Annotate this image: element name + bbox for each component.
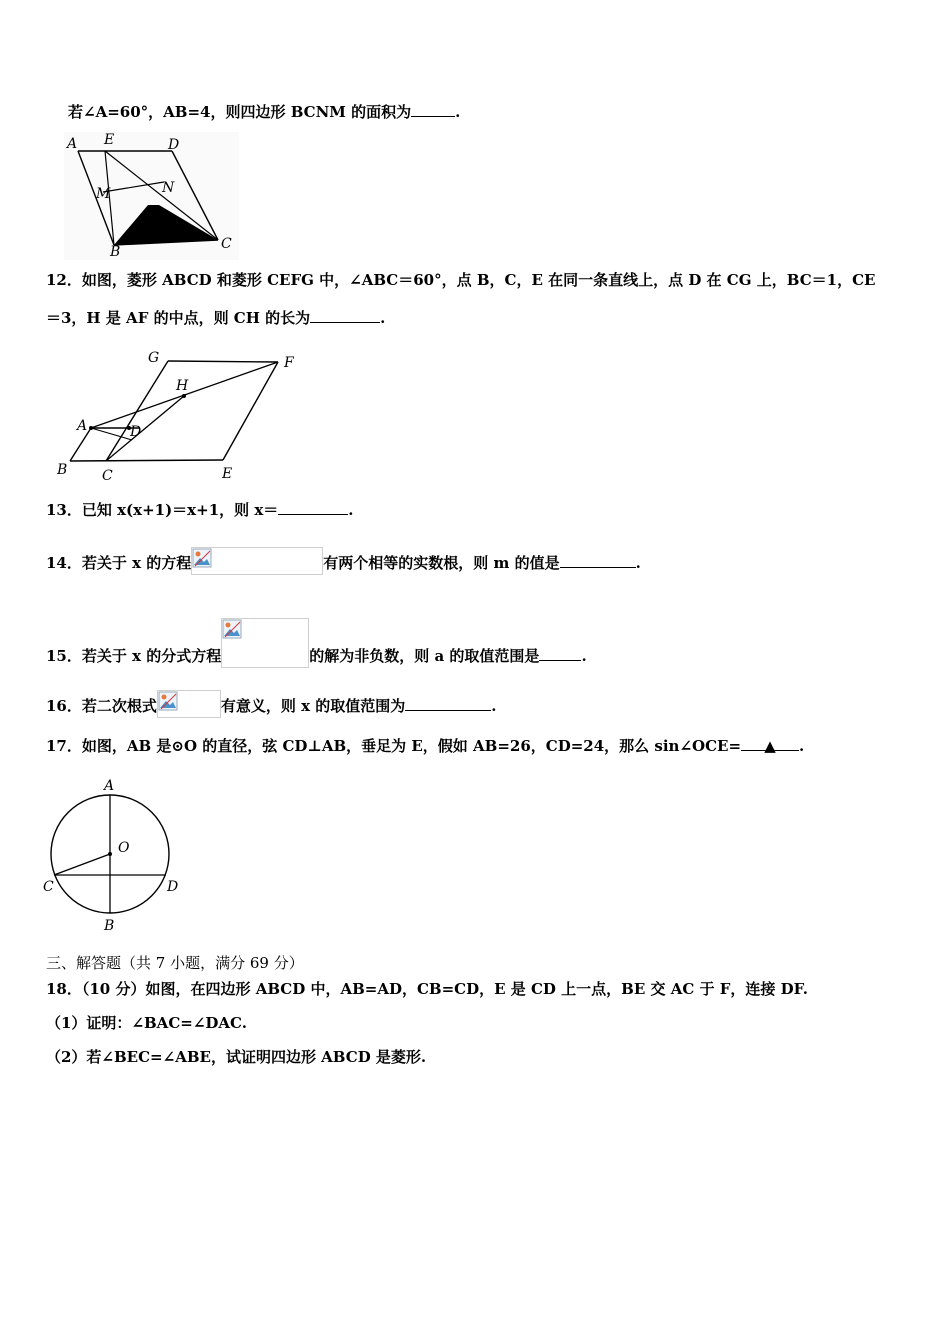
q12-label-D: D — [130, 424, 142, 440]
q14-answer-blank[interactable] — [560, 553, 636, 568]
q11-label-E: E — [104, 132, 115, 148]
q17-label-C: C — [43, 879, 54, 895]
q14-equation-image — [191, 547, 323, 575]
q17-figure — [40, 774, 190, 938]
q17-answer-triangle: ▲ — [764, 737, 776, 755]
broken-image-icon — [222, 619, 242, 639]
q11-stem: 若∠A=60°，AB=4，则四边形 BCNM 的面积为 — [68, 103, 412, 121]
q18-part-1: （1）证明：∠BAC=∠DAC. — [46, 1014, 247, 1032]
q11-text: 若∠A=60°，AB=4，则四边形 BCNM 的面积为 . — [68, 103, 461, 121]
q17-label-D: D — [167, 879, 179, 895]
q11-label-B: B — [110, 244, 121, 260]
q16-text: 16．若二次根式 有意义，则 x 的取值范围为 . — [46, 690, 497, 716]
q12-label-H: H — [176, 378, 189, 394]
q12-line-1: 12．如图，菱形 ABCD 和菱形 CEFG 中，∠ABC＝60°，点 B，C，E 在同一条直线上，点 D 在 CG 上，BC＝1，CE — [46, 271, 876, 289]
broken-image-icon — [158, 691, 178, 711]
q12-label-C: C — [102, 468, 113, 484]
q17-label-B: B — [104, 918, 115, 934]
q11-figure — [64, 132, 239, 264]
q12-label-A: A — [77, 418, 88, 434]
q17-label-O: O — [118, 840, 130, 856]
q12-answer-blank[interactable] — [310, 308, 380, 323]
q12-line-2: ＝3，H 是 AF 的中点，则 CH 的长为 . — [46, 309, 386, 327]
q12-label-E: E — [222, 466, 233, 482]
q12-figure — [50, 344, 310, 493]
q11-label-A: A — [67, 136, 78, 152]
section-3-heading: 三、解答题（共 7 小题，满分 69 分） — [46, 954, 304, 972]
q11-label-C: C — [221, 236, 232, 252]
q17-answer-blank[interactable] — [741, 736, 799, 755]
q18-stem: 18．（10 分）如图，在四边形 ABCD 中，AB=AD，CB=CD，E 是 CD 上一点，BE 交 AC 于 F，连接 DF. — [46, 980, 808, 998]
q13-text: 13．已知 x(x+1)＝x+1，则 x＝ . — [46, 501, 354, 519]
q18-part-2: （2）若∠BEC=∠ABE，试证明四边形 ABCD 是菱形. — [46, 1048, 427, 1066]
q12-label-G: G — [148, 350, 160, 366]
q15-text: 15．若关于 x 的分式方程 的解为非负数，则 a 的取值范围是 . — [46, 618, 587, 666]
q17-label-A: A — [104, 778, 115, 794]
q12-label-B: B — [57, 462, 68, 478]
q15-answer-blank[interactable] — [539, 646, 581, 661]
q11-label-D: D — [168, 137, 180, 153]
q13-answer-blank[interactable] — [278, 500, 348, 515]
broken-image-icon — [192, 548, 212, 568]
q11-label-M: M — [96, 186, 111, 202]
q16-answer-blank[interactable] — [405, 696, 491, 711]
q16-radical-image — [157, 690, 221, 718]
q11-answer-blank[interactable] — [411, 102, 455, 117]
q12-label-F: F — [284, 355, 294, 371]
q17-text: 17．如图，AB 是⊙O 的直径，弦 CD⊥AB，垂足为 E，假如 AB=26，CD=24，那么 sin∠OCE= ▲ . — [46, 737, 805, 755]
q11-label-N: N — [162, 180, 175, 196]
q14-text: 14．若关于 x 的方程 有两个相等的实数根，则 m 的值是 . — [46, 547, 641, 573]
q15-equation-image — [221, 618, 309, 668]
